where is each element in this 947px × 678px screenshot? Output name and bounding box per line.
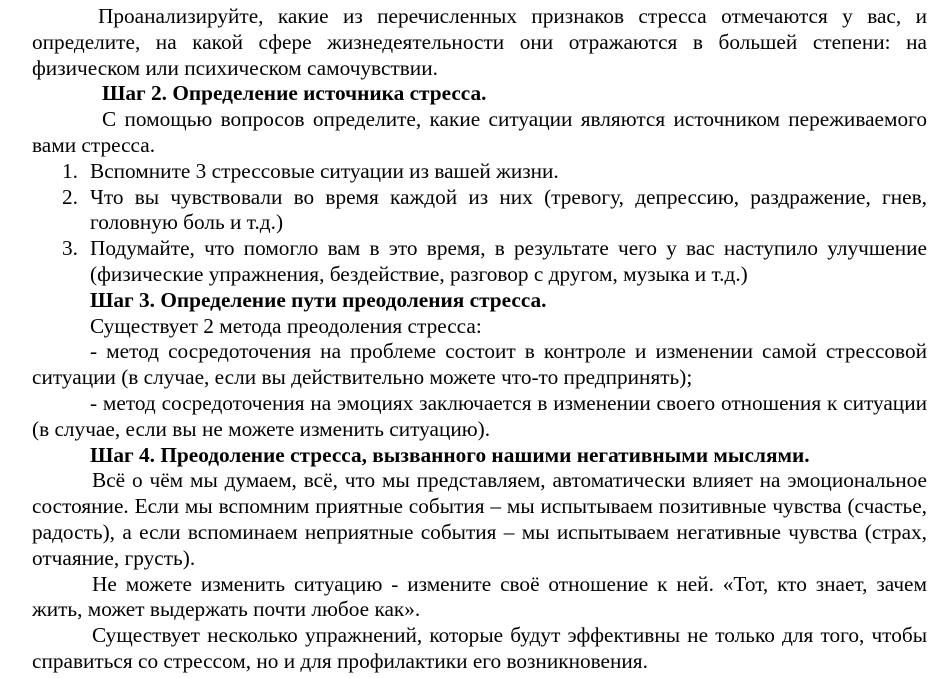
step4-paragraph-1: Всё о чём мы думаем, всё, что мы представляем, автоматически влияет на эмоциональное состояние. Если мы вспомним приятные события – мы испытываем позитивные чувства (счастье, радость), а если вспоминаем неприятные события – мы испытываем негативные чувства (страх, отчаяние, грусть). <box>32 468 927 570</box>
intro-paragraph: Проанализируйте, какие из перечисленных признаков стресса отмечаются у вас, и определите, на какой сфере жизнедеятельности они отражаются в большей степени: на физическом или психическом самочувствии. <box>32 4 927 80</box>
step4-paragraph-3: Существует несколько упражнений, которые будут эффективны не только для того, чтобы справиться со стрессом, но и для профилактики его возникновения. <box>32 623 927 673</box>
list-item-text: Что вы чувствовали во время каждой из них (тревогу, депрессию, раздражение, гнев, головную боль и т.д.) <box>90 184 927 235</box>
step2-heading: Шаг 2. Определение источника стресса. <box>102 81 487 106</box>
step2-paragraph: С помощью вопросов определите, какие ситуации являются источником переживаемого вами стресса. <box>32 107 927 157</box>
step3-method1-paragraph: - метод сосредоточения на проблеме состоит в контроле и изменении самой стрессовой ситуации (в случае, если вы действительно можете что-то предпринять); <box>32 339 927 390</box>
step3-heading: Шаг 3. Определение пути преодоления стресса. <box>90 287 547 312</box>
list-item-number: 2. <box>62 184 78 209</box>
list-item <box>62 158 927 185</box>
list-item-number: 3. <box>62 236 78 261</box>
list-item-text: Подумайте, что помогло вам в это время, в результате чего у вас наступило улучшение (физические упражнения, бездействие, разговор с другом, музыка и т.д.) <box>90 236 927 286</box>
step3-intro-paragraph: Существует 2 метода преодоления стресса: <box>90 313 482 338</box>
step4-heading: Шаг 4. Преодоление стресса, вызванного нашими негативными мыслями. <box>90 442 810 467</box>
step4-paragraph-2: Не можете изменить ситуацию - измените своё отношение к ней. «Тот, кто знает, зачем жить, может выдержать почти любое как». <box>32 571 927 622</box>
list-item <box>62 184 927 237</box>
list-item-text: Вспомните 3 стрессовые ситуации из вашей жизни. <box>90 158 559 183</box>
step3-method2-paragraph: - метод сосредоточения на эмоциях заключается в изменении своего отношения к ситуации (в случае, если вы не можете изменить ситуацию). <box>32 390 927 441</box>
list-item <box>62 236 927 288</box>
list-item-number: 1. <box>62 158 78 183</box>
step2-question-list <box>32 159 927 288</box>
